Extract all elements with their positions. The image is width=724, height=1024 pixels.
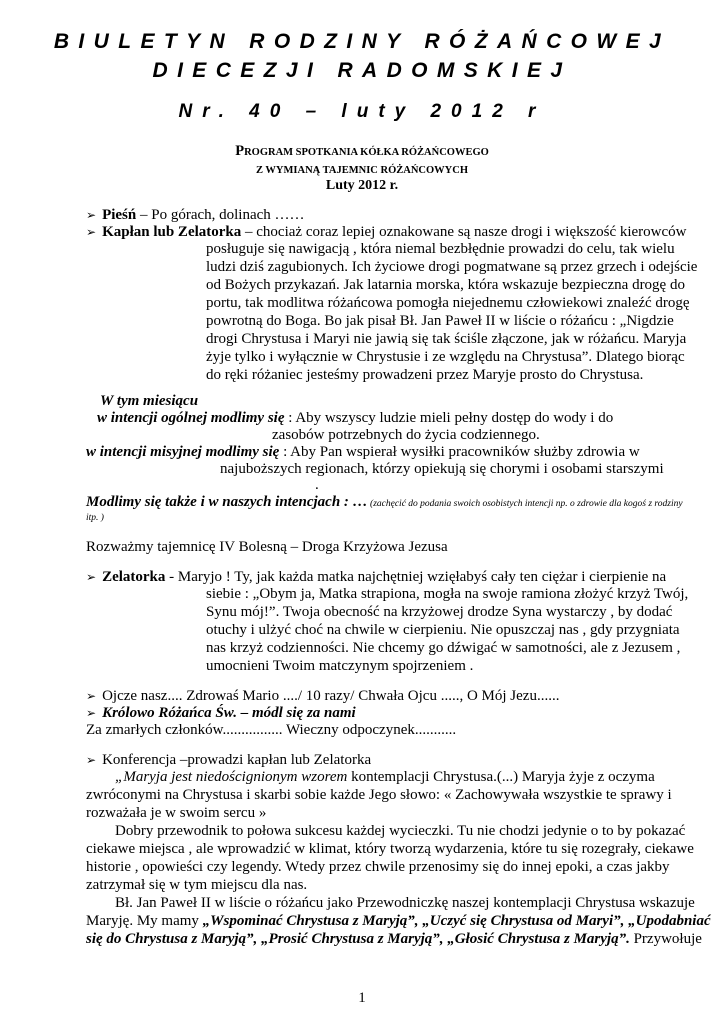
deceased-members-line: Za zmarłych członków................ Wieczny odpoczynek........... bbox=[86, 722, 457, 738]
mission-intention-dot: . bbox=[315, 477, 319, 493]
conference-line: historie , opowieści czy legendy. Wtedy przez chwile przenosimy się do innej epoki, a czas jakby bbox=[86, 859, 670, 875]
item-piesn bbox=[86, 207, 305, 225]
conference-line-bold: się do Chrystusa z Maryją”, „Prosić Chrystusa z Maryją”, „Głosić Chrystusa z Maryją”. bbox=[86, 931, 630, 947]
kaplan-line: posługuje się nawigacją , która niemal bezbłędnie prowadzi do celu, tak wielu bbox=[206, 241, 675, 257]
issue-number: Nr. 40 – luty 2012 r bbox=[178, 101, 546, 122]
item-zelatorka bbox=[86, 569, 666, 587]
mission-intention-label: w intencji misyjnej modlimy się bbox=[86, 444, 280, 460]
kaplan-line: – chociaż coraz lepiej oznakowane są nasze drogi i większość kierowców bbox=[241, 224, 687, 240]
kaplan-line: drogi Chrystusa i Maryi nie jawią się tak ściśle złączone, jak w różańcu. Maryja bbox=[206, 331, 687, 347]
mystery-line: Rozważmy tajemnicę IV Bolesną – Droga Krzyżowa Jezusa bbox=[86, 539, 448, 555]
conference-line-bold: „Wspominać Chrystusa z Maryją”, „Uczyć się Chrystusa od Maryi”, „Upodabniać bbox=[202, 913, 711, 929]
prayers-text: Ojcze nasz.... Zdrowaś Mario ..../ 10 razy/ Chwała Ojcu ....., O Mój Jezu...... bbox=[102, 688, 560, 704]
conference-line bbox=[86, 913, 711, 931]
general-intention bbox=[97, 410, 613, 428]
conference-heading bbox=[86, 752, 371, 770]
conference-line: Dobry przewodnik to połowa sukcesu każdej wycieczki. Tu nie chodzi jedynie o to by pokazać bbox=[115, 823, 686, 839]
general-intention-text: : Aby wszyscy ludzie mieli pełny dostęp do wody i do bbox=[284, 410, 614, 426]
intentions-heading: W tym miesiącu bbox=[100, 393, 199, 409]
zelatorka-label: Zelatorka bbox=[102, 569, 166, 585]
program-heading bbox=[0, 143, 724, 162]
kaplan-line: od Bożych przykazań. Jak latarnia morska, która wskazuje bezpieczna drogę do bbox=[206, 277, 685, 293]
conference-quote-rest: kontemplacji Chrystusa.(...) Maryja żyje z oczyma bbox=[347, 769, 655, 785]
zelatorka-line: otuchy i ulżyć choć na chwile w cierpieniu. Nie opuszczaj nas , gdy przygniata bbox=[206, 622, 680, 638]
zelatorka-line: nas krzyż codzienności. Nie chcemy go dźwigać w samotności, ale z Jezusem , bbox=[206, 640, 681, 656]
arrow-bullet-icon: ➢ bbox=[86, 706, 97, 720]
queen-rosary-line bbox=[86, 705, 356, 723]
bulletin-title-line-1: BIULETYN RODZINY RÓŻAŃCOWEJ bbox=[53, 30, 671, 53]
kaplan-line: ludzi dziś zagubionych. Ich życiowe drogi pogmatwane są przez grzech i odejście bbox=[206, 259, 698, 275]
zelatorka-line: - Maryjo ! Ty, jak każda matka najchętniej wzięłabyś cały ten ciężar i cierpienie na bbox=[165, 569, 667, 585]
program-date: Luty 2012 r. bbox=[325, 178, 399, 193]
bulletin-title-line-2: DIECEZJI RADOMSKIEJ bbox=[152, 59, 572, 82]
item-kaplan bbox=[86, 224, 687, 242]
program-heading-rest: ROGRAM SPOTKANIA KÓŁKA RÓŻAŃCOWEGO bbox=[244, 147, 489, 158]
conference-line-start: Maryję. My mamy bbox=[86, 913, 203, 929]
prayers-line bbox=[86, 688, 559, 706]
program-heading-initial: P bbox=[235, 143, 245, 159]
own-intentions bbox=[86, 494, 683, 514]
program-subheading-text: Z WYMIANĄ TAJEMNIC RÓŻAŃCOWYCH bbox=[255, 165, 469, 176]
zelatorka-line: umocnieni Twoim matczynym spojrzeniem . bbox=[206, 658, 474, 674]
own-intentions-note-2: itp. ) bbox=[86, 513, 104, 523]
conference-line: Bł. Jan Paweł II w liście o różańcu jako Przewodniczkę naszej kontemplacji Chrystusa wskazuje bbox=[115, 895, 695, 911]
general-intention-label: w intencji ogólnej modlimy się bbox=[97, 410, 285, 426]
piesn-text: – Po górach, dolinach …… bbox=[136, 207, 305, 223]
conference-quote-italic: „Maryja jest niedoścignionym wzorem bbox=[115, 769, 348, 785]
kaplan-line: portu, tak modlitwa różańcowa pomogła niejednemu człowiekowi znaleźć drogę bbox=[206, 295, 690, 311]
zelatorka-line: Synu mój!”. Twoja obecność na krzyżowej drodze Syna wystarczy , by dodać bbox=[206, 604, 673, 620]
mission-intention bbox=[86, 444, 640, 462]
conference-line bbox=[86, 931, 702, 949]
mission-intention-text-2: najuboższych regionach, którzy opiekują się chorymi i osobami starszymi bbox=[220, 461, 664, 477]
kaplan-label: Kapłan lub Zelatorka bbox=[102, 224, 242, 240]
conference-line: zatrzymał się w tym miejscu dla nas. bbox=[86, 877, 308, 893]
kaplan-line: żyje tylko i wyłącznie w Chrystusie i ze względu na Chrystusa”. Dlatego biorąc bbox=[206, 349, 685, 365]
arrow-bullet-icon: ➢ bbox=[86, 225, 97, 239]
arrow-bullet-icon: ➢ bbox=[86, 689, 97, 703]
mission-intention-text: : Aby Pan wspierał wysiłki pracowników służby zdrowia w bbox=[279, 444, 640, 460]
arrow-bullet-icon: ➢ bbox=[86, 208, 97, 222]
own-intentions-label: Modlimy się także i w naszych intencjach : … bbox=[86, 494, 368, 510]
conference-line: rozważała je w swoim sercu » bbox=[86, 805, 267, 821]
conference-line: ciekawe miejsca , ale wprowadzić w klimat, który tworzą wydarzenia, które tu się rozegrały, ciekawe bbox=[86, 841, 694, 857]
general-intention-text-2: zasobów potrzebnych do życia codziennego. bbox=[272, 427, 540, 443]
own-intentions-note: (zachęcić do podania swoich osobistych intencji np. o zdrowie dla kogoś z rodziny bbox=[367, 499, 683, 509]
queen-rosary-text: Królowo Różańca Św. – módl się za nami bbox=[102, 705, 356, 721]
conference-quote bbox=[115, 769, 655, 787]
piesn-label: Pieśń bbox=[102, 207, 137, 223]
zelatorka-line: siebie : „Obym ja, Matka strapiona, mogła na swoje ramiona złożyć krzyż Twój, bbox=[206, 586, 689, 602]
kaplan-line: powrotną do Boga. Bo jak pisał Bł. Jan Paweł II w liście o różańcu : „Nigdzie bbox=[206, 313, 674, 329]
arrow-bullet-icon: ➢ bbox=[86, 753, 97, 767]
page-number: 1 bbox=[358, 990, 366, 1006]
conference-line-end: Przywołuje bbox=[629, 931, 702, 947]
kaplan-line: do ręki różaniec jesteśmy prowadzeni przez Maryje prosto do Chrystusa. bbox=[206, 367, 644, 383]
conference-line: zwróconymi na Chrystusa i skarbi sobie każde Jego słowo: « Zachowywała wszystkie te sprawy i bbox=[86, 787, 672, 803]
arrow-bullet-icon: ➢ bbox=[86, 570, 97, 584]
conference-heading-text: Konferencja –prowadzi kapłan lub Zelatorka bbox=[102, 752, 372, 768]
